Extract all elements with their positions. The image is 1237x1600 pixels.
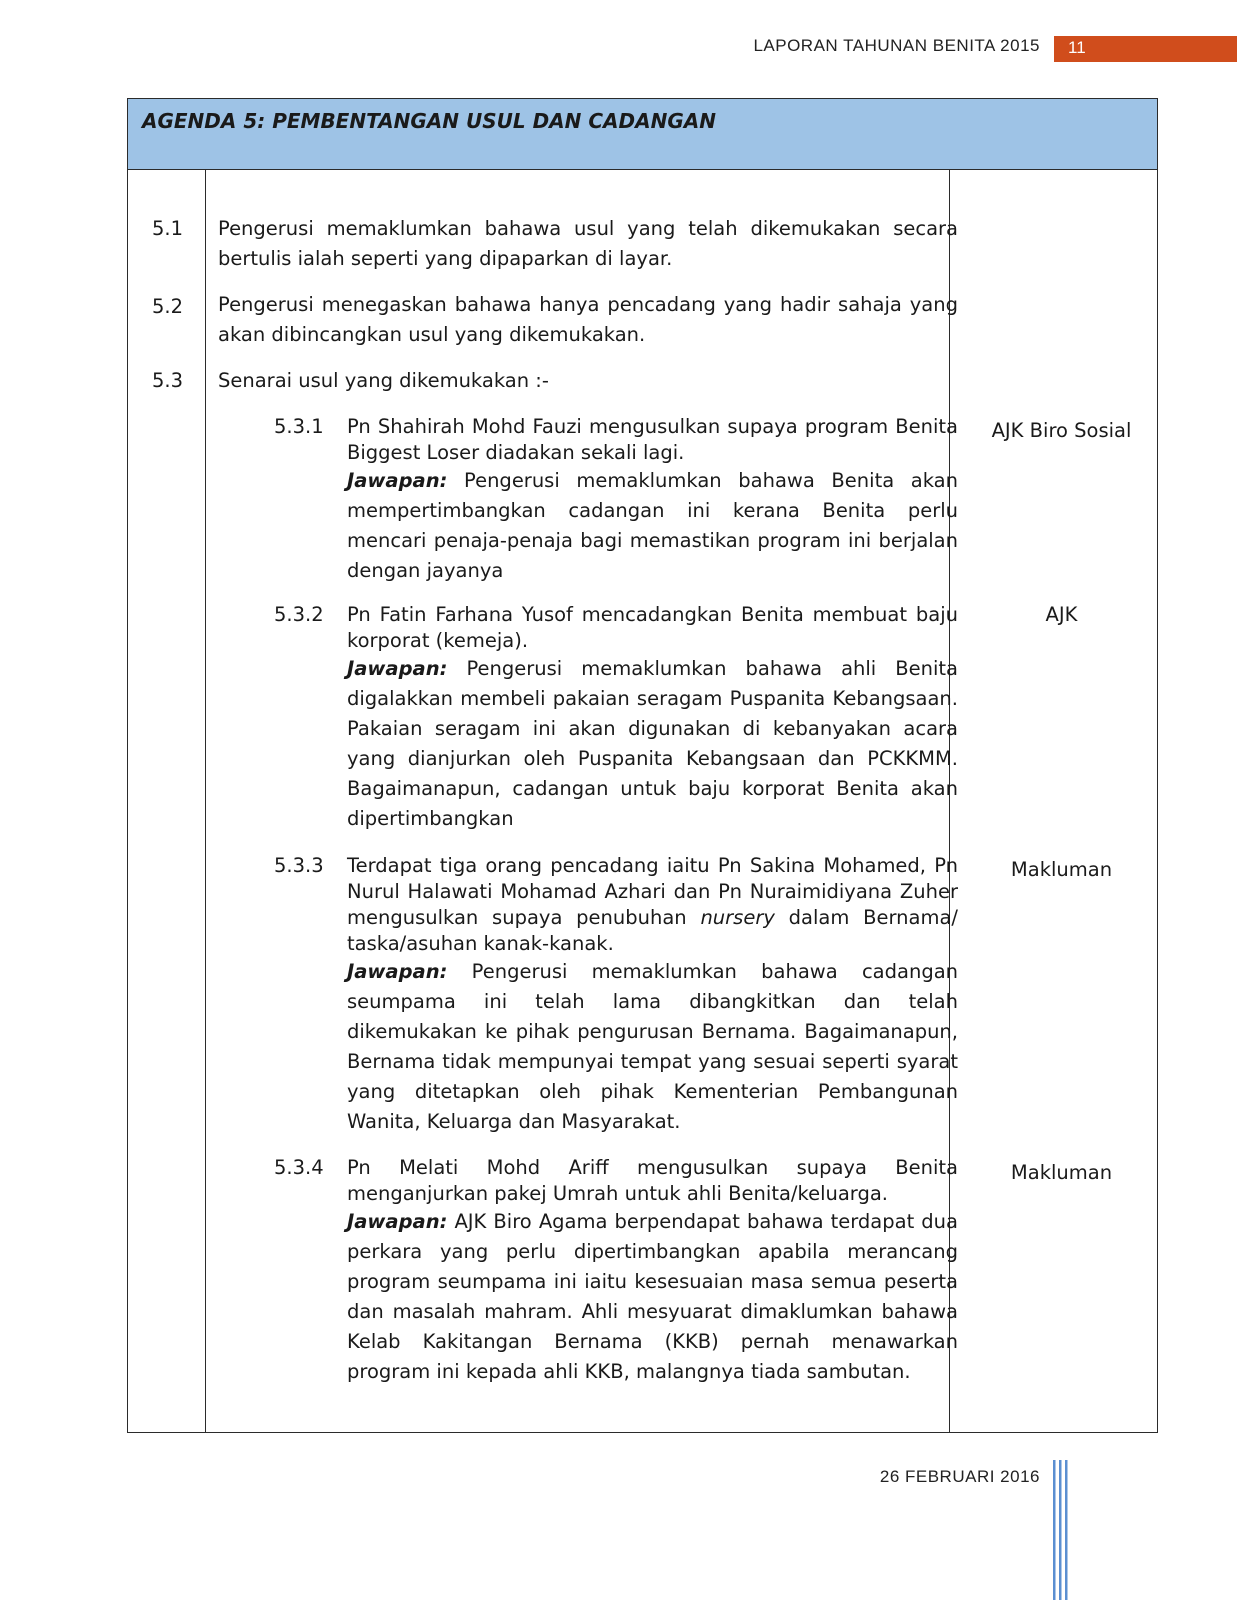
proposal-text: Pn Fatin Farhana Yusof mencadangkan Benita membuat baju korporat (kemeja). — [347, 603, 958, 652]
action-note: AJK Biro Sosial — [991, 419, 1132, 442]
proposal-part: Terdapat tiga orang pencadang iaitu Pn Sakina Mohamed, Pn Nurul Halawati Mohamad Azhari dan Pn Nuraimidiyana Zuher mengusulkan supaya penubuhan — [347, 854, 958, 929]
subitem-body — [347, 414, 958, 586]
answer-text — [347, 466, 958, 586]
subitem-body — [347, 1155, 958, 1387]
action-note: Makluman — [1010, 1161, 1113, 1184]
column-divider-number — [205, 170, 206, 1432]
subitem-body — [347, 602, 958, 834]
proposal-emphasis: nursery — [700, 906, 775, 929]
item-text-line: akan dibincangkan usul yang dikemukakan. — [218, 323, 646, 346]
proposal-text — [347, 853, 958, 957]
report-title: LAPORAN TAHUNAN BENITA 2015 — [753, 36, 1040, 55]
answer-body: Pengerusi memaklumkan bahawa Benita akan mempertimbangkan cadangan ini kerana Benita perlu mencari penaja-penaja bagi memastikan program ini berjalan dengan jayanya — [347, 469, 958, 582]
subitem-number: 5.3.1 — [274, 415, 324, 438]
footer-date: 26 FEBRUARI 2016 — [879, 1467, 1040, 1486]
subitem-number: 5.3.2 — [274, 603, 324, 626]
subitem-body — [347, 853, 958, 1137]
item-text-line: bertulis ialah seperti yang dipaparkan di layar. — [218, 247, 673, 270]
action-note: Makluman — [1010, 858, 1113, 881]
item-text-line: Pengerusi menegaskan bahawa hanya pencadang yang hadir sahaja yang — [218, 293, 958, 316]
item-text-line: Senarai usul yang dikemukakan :- — [218, 369, 549, 392]
answer-text — [347, 1207, 958, 1387]
answer-label: Jawapan: — [347, 1210, 448, 1233]
proposal-part: dalam Bernama/ taska/asuhan kanak-kanak. — [347, 906, 958, 955]
proposal-text: Pn Shahirah Mohd Fauzi mengusulkan supaya program Benita Biggest Loser diadakan sekali lagi. — [347, 415, 958, 464]
answer-body: Pengerusi memaklumkan bahawa ahli Benita digalakkan membeli pakaian seragam Puspanita Kebangsaan. Pakaian seragam ini akan digunakan di kebanyakan acara yang dianjurkan oleh Puspanita Kebangsaan dan PCKKMM. Bagaimanapun, cadangan untuk baju korporat Benita akan dipertimbangkan — [347, 657, 959, 830]
subitem-number: 5.3.4 — [274, 1156, 324, 1179]
item-text — [218, 366, 958, 396]
answer-label: Jawapan: — [347, 469, 448, 492]
answer-label: Jawapan: — [347, 657, 448, 680]
item-number: 5.1 — [152, 217, 184, 240]
answer-text — [347, 654, 958, 834]
answer-label: Jawapan: — [347, 960, 448, 983]
item-text-line: Pengerusi memaklumkan bahawa usul yang telah dikemukakan secara — [218, 217, 958, 240]
subitem-number: 5.3.3 — [274, 854, 324, 877]
answer-body: AJK Biro Agama berpendapat bahawa terdapat dua perkara yang perlu dipertimbangkan apabila merancang program seumpama ini iaitu kesesuaian masa semua peserta dan masalah mahram. Ahli mesyuarat dimaklumkan bahawa Kelab Kakitangan Bernama (KKB) pernah menawarkan program ini kepada ahli KKB, malangnya tiada sambutan. — [347, 1210, 958, 1383]
agenda-title: AGENDA 5: PEMBENTANGAN USUL DAN CADANGAN — [142, 109, 716, 133]
item-text — [218, 214, 958, 274]
item-text — [218, 290, 958, 350]
answer-body: Pengerusi memaklumkan bahawa cadangan seumpama ini telah lama dibangkitkan dan telah dikemukakan ke pihak pengurusan Bernama. Bagaimanapun, Bernama tidak mempunyai tempat yang sesuai seperti syarat yang ditetapkan oleh pihak Kementerian Pembangunan Wanita, Keluarga dan Masyarakat. — [347, 960, 959, 1133]
answer-text — [347, 957, 958, 1137]
item-number: 5.2 — [152, 295, 184, 318]
action-note: AJK — [1045, 603, 1078, 626]
item-number: 5.3 — [152, 369, 184, 392]
page-number: 11 — [1068, 38, 1086, 57]
footer-decoration — [1053, 1460, 1069, 1600]
proposal-text: Pn Melati Mohd Ariff mengusulkan supaya Benita menganjurkan pakej Umrah untuk ahli Benita/keluarga. — [347, 1156, 958, 1205]
agenda-header — [128, 99, 1157, 170]
